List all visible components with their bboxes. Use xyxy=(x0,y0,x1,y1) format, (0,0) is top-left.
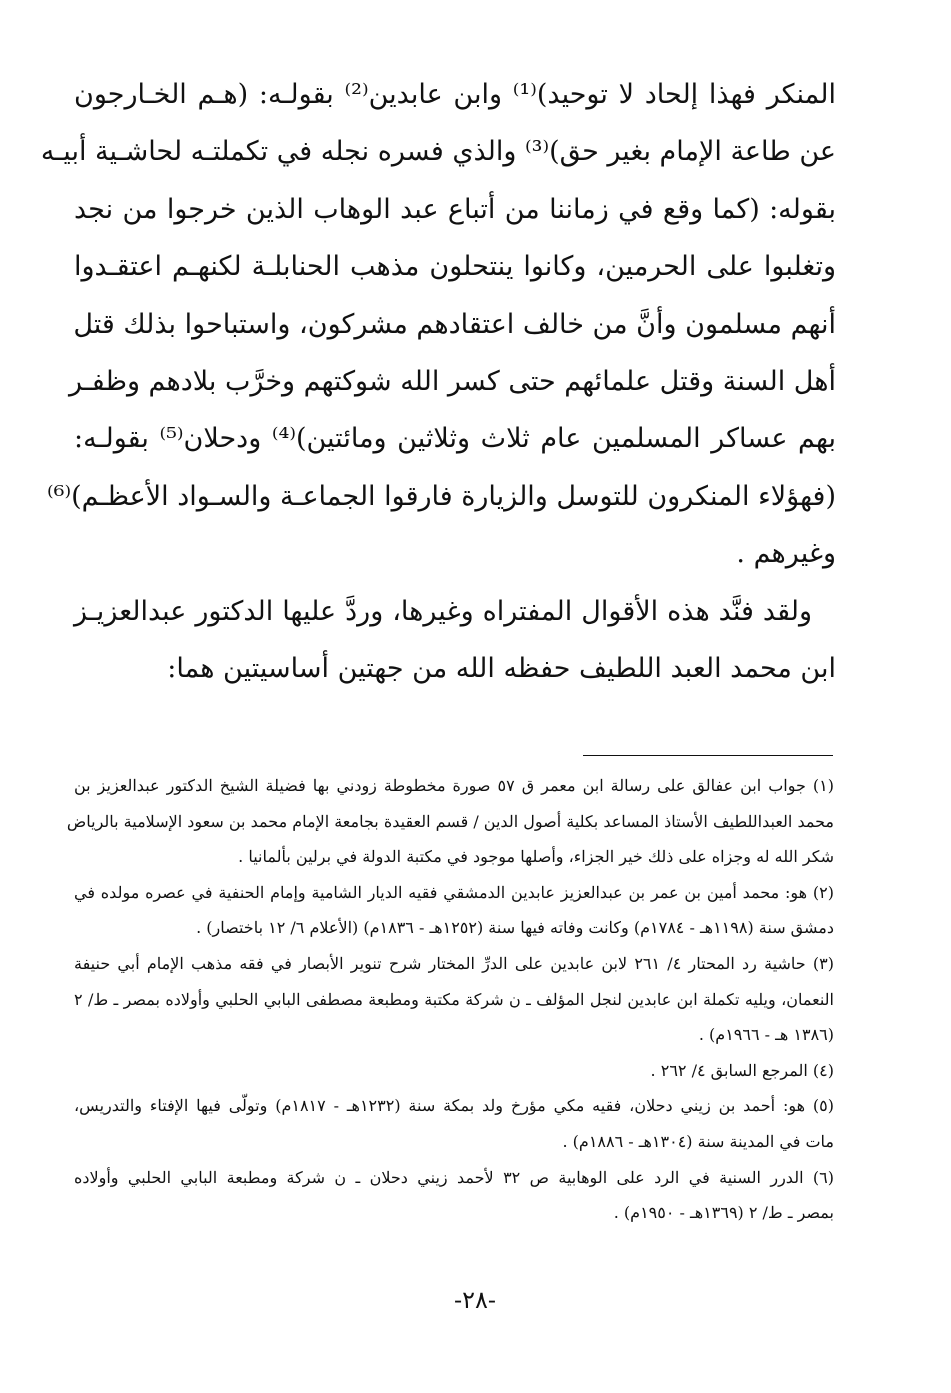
main-text-line: ابن محمد العبد اللطيف حفظه الله من جهتين أساسيتين هما: xyxy=(167,652,836,684)
main-text-line: بهم عساكر المسلمين عام ثلاث وثلاثين ومائتين)⁽⁴⁾ ودحلان⁽⁵⁾ بقولـه: xyxy=(74,423,836,455)
footnote-line: (١) جواب ابن عفالق على رسالة ابن معمر ق ٥٧ صورة مخطوطة زودني بها فضيلة الشيخ الدكتور عبدالعزيز بن xyxy=(74,776,834,795)
main-text-line: (فهؤلاء المنكرون للتوسل والزيارة فارقوا الجماعـة والسـواد الأعظـم)⁽⁶⁾ xyxy=(46,480,836,512)
footnote-line: (١٣٨٦ هـ - ١٩٦٦م) . xyxy=(698,1025,834,1045)
main-text-line: المنكر فهذا إلحاد لا توحيد)⁽¹⁾ وابن عابدين⁽²⁾ بقولـه: (هـم الخـارجون xyxy=(74,79,836,110)
footnote-line: (٤) المرجع السابق ٤/ ٢٦٢ . xyxy=(650,1060,834,1080)
footnote-line: دمشق سنة (١١٩٨هـ - ١٧٨٤م) وكانت وفاته فيها سنة (١٢٥٢هـ - ١٨٣٦م) (الأعلام ٦/ ١٢ باختصار) . xyxy=(196,918,834,938)
footnote-line: شكر الله له وجزاه على ذلك خير الجزاء، وأصلها موجود في مكتبة الدولة في برلين بألمانيا . xyxy=(238,847,834,867)
footnote-line: النعمان، ويليه تكملة ابن عابدين لنجل المؤلف ـ ن شركة مكتبة ومطبعة مصطفى البابي الحلبي وأولاده بمصر ـ ط/ ٢ xyxy=(74,989,835,1009)
footnote-line: بمصر ـ ط/ ٢ (١٣٦٩هـ - ١٩٥٠م) . xyxy=(613,1203,834,1223)
main-text-line: أنهم مسلمون وأنَّ من خالف اعتقادهم مشركون، واستباحوا بذلك قتل xyxy=(73,308,836,340)
main-text-block xyxy=(40,66,836,697)
footnote-line: (٢) هو: محمد أمين بن عمر بن عبدالعزيز عابدين الدمشقي فقيه الديار الشامية وإمام الحنفية في عصره مولده في xyxy=(74,882,834,902)
footnote-line: (٣) حاشية رد المحتار ٤/ ٢٦١ لابن عابدين على الدرِّ المختار شرح تنوير الأبصار في فقه مذهب الإمام أبي حنيفة xyxy=(74,953,834,973)
main-text-line: وغيرهم . xyxy=(736,538,836,570)
footnote-line: محمد العبداللطيف الأستاذ المساعد بكلية أصول الدين / قسم العقيدة بجامعة الإمام محمد بن سعود الإسلامية بالرياض xyxy=(66,811,834,831)
footnote-line: مات في المدينة سنة (١٣٠٤هـ - ١٨٨٦م) . xyxy=(562,1131,834,1151)
main-text-line: عن طاعة الإمام بغير حق)⁽³⁾ والذي فسره نجله في تكملتـه لحاشـية أبيـه xyxy=(40,136,836,168)
page-number: -٢٨- xyxy=(454,1286,496,1314)
main-text-line: بقوله: (كما وقع في زماننا من أتباع عبد الوهاب الذين خرجوا من نجد xyxy=(74,193,836,225)
main-text-line: ولقد فنَّد هذه الأقوال المفتراه وغيرها، وردَّ عليها الدكتور عبدالعزيـز xyxy=(74,595,812,627)
footnote-line: (٦) الدرر السنية في الرد على الوهابية ص ٣٢ لأحمد زيني دحلان ـ ن شركة ومطبعة البابي الحلبي وأولاده xyxy=(74,1167,835,1187)
footnotes-block xyxy=(66,768,835,1231)
main-text-line: أهل السنة وقتل علمائهم حتى كسر الله شوكتهم وخرَّب بلادهم وظفـر xyxy=(68,365,836,397)
footnote-separator xyxy=(583,755,833,756)
footnote-line: (٥) هو: أحمد بن زيني دحلان، فقيه مكي مؤرخ ولد بمكة سنة (١٢٣٢هـ - ١٨١٧م) وتولّى فيها الإفتاء والتدريس، xyxy=(74,1096,834,1116)
main-text-line: وتغلبوا على الحرمين، وكانوا ينتحلون مذهب الحنابلـة لكنهـم اعتقـدوا xyxy=(74,251,836,283)
